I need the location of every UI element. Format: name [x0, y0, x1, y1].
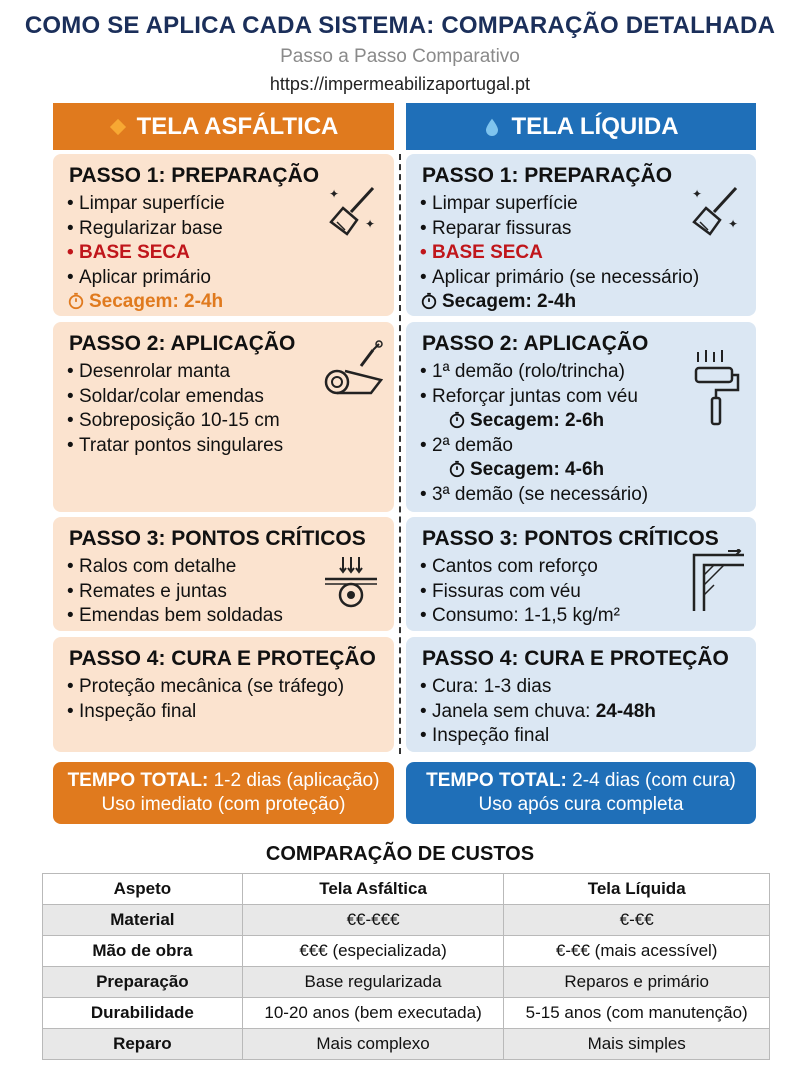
list-item: • Inspeção final — [67, 700, 380, 725]
drying-text: Secagem: 4-6h — [470, 459, 605, 480]
list-item: • Soldar/colar emendas — [67, 385, 380, 410]
column-header: Aspeto — [43, 874, 243, 905]
broom-icon — [325, 182, 381, 238]
liquida-total-time — [406, 762, 756, 824]
table-cell: 5-15 anos (com manutenção) — [504, 998, 770, 1029]
corner-reinforcement-icon — [690, 549, 746, 613]
list-item — [420, 700, 742, 725]
rain-window-label: Janela sem chuva: — [432, 700, 596, 722]
list-item-highlight: • BASE SECA — [67, 241, 380, 266]
stopwatch-icon — [67, 292, 85, 310]
column-header-liquida — [406, 103, 756, 150]
drying-time — [420, 290, 742, 315]
page-title: COMO SE APLICA CADA SISTEMA: COMPARAÇÃO DETALHADA — [24, 12, 776, 39]
table-header-row — [43, 874, 770, 905]
stopwatch-icon — [448, 460, 466, 478]
step-title: PASSO 3: PONTOS CRÍTICOS — [69, 527, 366, 550]
list-item: • Tratar pontos singulares — [67, 434, 380, 459]
table-cell: 10-20 anos (bem executada) — [242, 998, 504, 1029]
list-item: • Sobreposição 10-15 cm — [67, 409, 380, 434]
list-item: • Cantos com reforço — [420, 555, 742, 580]
list-item: • Cura: 1-3 dias — [420, 675, 742, 700]
list-item: • Reforçar juntas com véu — [420, 385, 742, 410]
membrane-roll-icon — [321, 340, 383, 402]
table-row — [43, 998, 770, 1029]
table-cell: Preparação — [43, 967, 243, 998]
table-cell: Mais complexo — [242, 1029, 504, 1060]
svg-text:✦: ✦ — [728, 217, 739, 231]
column-label-liquida: TELA LÍQUIDA — [511, 112, 679, 140]
step-title: PASSO 1: PREPARAÇÃO — [69, 164, 320, 187]
step-title: PASSO 4: CURA E PROTEÇÃO — [69, 647, 376, 670]
list-item: • Remates e juntas — [67, 580, 380, 605]
svg-text:✦: ✦ — [329, 187, 340, 201]
list-item: • Fissuras com véu — [420, 580, 742, 605]
step-title: PASSO 4: CURA E PROTEÇÃO — [422, 647, 729, 670]
asfaltica-total-time — [53, 762, 394, 824]
list-item: • 3ª demão (se necessário) — [420, 483, 742, 508]
total-value: 2-4 dias (com cura) — [572, 770, 736, 791]
table-cell: Base regularizada — [242, 967, 504, 998]
source-url: https://impermeabilizaportugal.pt — [269, 74, 531, 94]
list-item: • Regularizar base — [67, 217, 380, 242]
costs-table — [42, 873, 770, 1060]
table-row — [43, 967, 770, 998]
stopwatch-icon — [448, 411, 466, 429]
column-header-asfaltica — [53, 103, 394, 150]
rain-window-value: 24-48h — [595, 700, 656, 722]
list-item: • Limpar superfície — [67, 192, 380, 217]
total-label: TEMPO TOTAL: — [67, 770, 209, 791]
page-subtitle: Passo a Passo Comparativo — [280, 46, 520, 67]
column-label-asfaltica: TELA ASFÁLTICA — [136, 112, 339, 140]
list-item: • Emendas bem soldadas — [67, 604, 380, 629]
table-cell: Mais simples — [504, 1029, 770, 1060]
droplet-icon — [483, 118, 501, 136]
column-header: Tela Líquida — [504, 874, 770, 905]
asfaltica-step4-panel — [53, 637, 394, 752]
table-cell: €€-€€€ — [242, 905, 504, 936]
liquida-step4-panel — [406, 637, 756, 752]
drain-icon — [323, 553, 379, 609]
total-note: Uso após cura completa — [478, 794, 684, 815]
list-item: • 1ª demão (rolo/trincha) — [420, 360, 742, 385]
table-cell: €€€ (especializada) — [242, 936, 504, 967]
list-item: • Consumo: 1-1,5 kg/m² — [420, 604, 742, 629]
step-title: PASSO 2: APLICAÇÃO — [422, 332, 649, 355]
column-divider — [399, 154, 401, 754]
drying-text: Secagem: 2-4h — [89, 291, 224, 312]
step-title: PASSO 2: APLICAÇÃO — [69, 332, 296, 355]
total-label: TEMPO TOTAL: — [426, 770, 567, 791]
table-cell: €-€€ (mais acessível) — [504, 936, 770, 967]
drying-time — [67, 290, 380, 315]
table-cell: Durabilidade — [43, 998, 243, 1029]
column-header: Tela Asfáltica — [242, 874, 504, 905]
total-note: Uso imediato (com proteção) — [101, 794, 346, 815]
drying-text: Secagem: 2-6h — [470, 410, 605, 431]
broom-icon — [688, 182, 744, 238]
table-cell: Reparo — [43, 1029, 243, 1060]
liquida-step2-panel — [406, 322, 756, 512]
costs-title: COMPARAÇÃO DE CUSTOS — [265, 843, 535, 865]
table-cell: €-€€ — [504, 905, 770, 936]
table-cell: Material — [43, 905, 243, 936]
step-title: PASSO 3: PONTOS CRÍTICOS — [422, 527, 719, 550]
liquida-step1-panel — [406, 154, 756, 316]
list-item: • Reparar fissuras — [420, 217, 742, 242]
list-item: • Ralos com detalhe — [67, 555, 380, 580]
table-cell: Mão de obra — [43, 936, 243, 967]
list-item: • 2ª demão — [420, 434, 742, 459]
table-cell: Reparos e primário — [504, 967, 770, 998]
list-item: • Aplicar primário — [67, 266, 380, 291]
liquida-step3-panel — [406, 517, 756, 631]
diamond-icon — [109, 118, 127, 136]
list-item: • Proteção mecânica (se tráfego) — [67, 675, 380, 700]
list-item: • Desenrolar manta — [67, 360, 380, 385]
asfaltica-step2-panel — [53, 322, 394, 512]
table-row — [43, 1029, 770, 1060]
paint-roller-icon — [694, 348, 740, 428]
stopwatch-icon — [420, 292, 438, 310]
asfaltica-step1-panel — [53, 154, 394, 316]
list-item-highlight: • BASE SECA — [420, 241, 742, 266]
svg-text:✦: ✦ — [692, 187, 703, 201]
drying-text: Secagem: 2-4h — [442, 291, 577, 312]
list-item: • Inspeção final — [420, 724, 742, 749]
svg-text:✦: ✦ — [365, 217, 376, 231]
step-title: PASSO 1: PREPARAÇÃO — [422, 164, 673, 187]
list-item: • Limpar superfície — [420, 192, 742, 217]
total-value: 1-2 dias (aplicação) — [213, 770, 380, 791]
list-item: • Aplicar primário (se necessário) — [420, 266, 742, 291]
table-row — [43, 936, 770, 967]
drying-time — [420, 458, 742, 483]
table-row — [43, 905, 770, 936]
asfaltica-step3-panel — [53, 517, 394, 631]
